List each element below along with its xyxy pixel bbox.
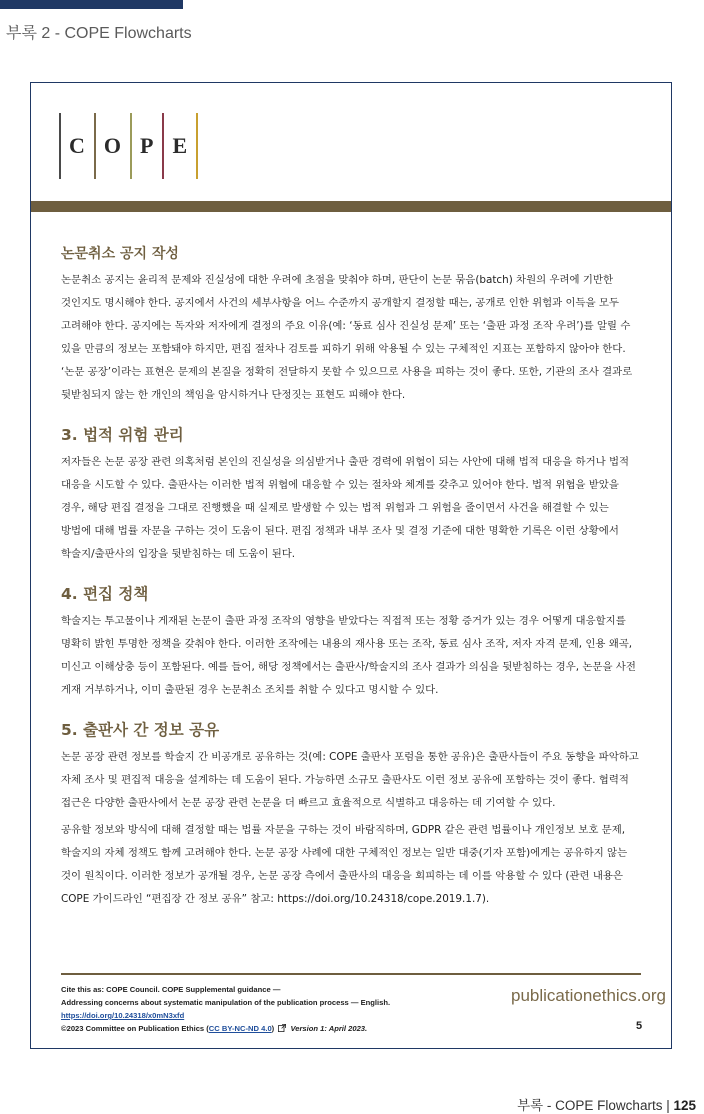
paragraph: 저자들은 논문 공장 관련 의혹처럼 본인의 진실성을 의심받거나 출판 경력에 위협이 되는 사안에 대해 법적 대응을 하거나 법적 대응을 시도할 수 있다. 출판사는 이러한 법적 위협에 대응할 수 있는 절차와 체계를 갖추고 있어야 한다. 법적 위협을 받았을 경우, 해당 편집 결정을 그대로 진행했을 때 실제로 발생할 수 있는 법적 위험과 그 위험을 줄이면서 사건을 해결할 수 있는 방법에 대해 법률 자문을 구하는 것이 도움이 된다. 편집 정책과 내부 조사 및 결정 기준에 대한 명확한 기록은 이런 상황에서 학술지/출판사의 입장을 뒷받침하는 데 도움이 된다. [61,456,630,560]
cope-logo [59,113,198,179]
main-content [61,243,641,915]
logo-bar [196,113,198,179]
header-band [31,201,671,212]
citation-line: Addressing concerns about systematic manipulation of the publication process — English. [61,998,391,1007]
section-heading-editorial-policy: 4. 편집 정책 [61,585,149,603]
publicationethics-url[interactable]: publicationethics.org [511,986,666,1005]
copyright-text: ©2023 Committee on Publication Ethics ( [61,1024,209,1033]
citation-block [61,983,461,1022]
paragraph: 논문 공장 관련 정보를 학술지 간 비공개로 공유하는 것(예: COPE 출판사 포럼을 통한 공유)은 출판사들이 주요 동향을 파악하고 자체 조사 및 편집적 대응을 설계하는 데 도움이 된다. 가능하면 소규모 출판사도 이런 정보 공유에 포함하는 것이 좋다. 협력적 접근은 다양한 출판사에서 논문 공장 관련 논문을 더 빠르고 효율적으로 식별하고 대응하는 데 기여할 수 있다. [61,751,639,809]
version-text: Version 1: April 2023. [290,1024,368,1033]
copyright-line [61,1024,367,1033]
license-link[interactable]: CC BY-NC-ND 4.0 [208,1024,272,1033]
logo-letter-e: E [172,133,189,158]
external-link-icon [278,1024,286,1032]
logo-letter-o: O [103,133,123,158]
copyright-close: ) [271,1024,275,1033]
footer-divider [61,973,641,975]
paragraph: 학술지는 투고물이나 게재된 논문이 출판 과정 조작의 영향을 받았다는 직접적 또는 정황 증거가 있는 경우 어떻게 대응할지를 명확히 밝힌 투명한 정책을 갖춰야 한다. 이러한 조작에는 내용의 재사용 또는 조작, 동료 심사 조작, 저자 자격 문제, 인용 왜곡, 미신고 이해상충 등이 포함된다. 예를 들어, 해당 정책에서는 출판사/학술지의 조사 결과가 의심을 뒷받침하는 경우, 논문을 사전 게재 거부하거나, 이미 출판된 경우 논문취소 조치를 취할 수 있다고 명시할 수 있다. [61,615,636,696]
section-heading-info-sharing: 5. 출판사 간 정보 공유 [61,721,220,739]
bottom-running-footer [517,1094,696,1114]
section-heading-retraction-notice: 논문취소 공지 작성 [61,246,179,262]
document-page [30,82,672,1049]
citation-line: Cite this as: COPE Council. COPE Supplemental guidance — [61,985,281,994]
logo-letter-p: P [140,133,155,158]
citation-doi-link[interactable]: https://doi.org/10.24318/x0mN3xfd [61,1011,185,1020]
section-heading-legal-risk: 3. 법적 위험 관리 [61,426,184,444]
logo-letter-c: C [69,133,86,158]
bottom-label-text: 부록 - COPE Flowcharts | [517,1098,674,1113]
running-header: 부록 2 - COPE Flowcharts [6,25,192,42]
inner-page-number: 5 [636,1020,643,1032]
bottom-page-number: 125 [673,1098,696,1113]
paragraph: 논문취소 공지는 윤리적 문제와 진실성에 대한 우려에 초점을 맞춰야 하며, 판단이 논문 묶음(batch) 차원의 우려에 기반한 것인지도 명시해야 한다. 공지에서 사건의 세부사항을 어느 수준까지 공개할지 결정할 때는, 공개로 인한 위험과 이득을 모두 고려해야 한다. 공지에는 독자와 저자에게 결정의 주요 이유(예: ‘동료 심사 진실성 문제’ 또는 ‘출판 과정 조작 우려’)를 알릴 수 있을 만큼의 정보는 포함돼야 하지만, 편집 절차나 검토를 피하기 위해 악용될 수 있는 구체적인 지표는 포함하지 않아야 한다. ‘논문 공장’이라는 표현은 문제의 본질을 정확히 전달하지 못할 수 있으므로 사용을 피하는 것이 좋다. 또한, 기관의 조사 결과로 뒷받침되지 않는 한 개인의 책임을 암시하거나 단정짓는 표현도 피해야 한다. [61,274,633,401]
paragraph: 공유할 정보와 방식에 대해 결정할 때는 법률 자문을 구하는 것이 바람직하며, GDPR 같은 관련 법률이나 개인정보 보호 문제, 학술지의 자체 정책도 함께 고려해야 한다. 논문 공장 사례에 대한 구체적인 정보는 일반 대중(기자 포함)에게는 공유하지 않는 것이 원칙이다. 이러한 정보가 공개될 경우, 논문 공장 측에서 출판사의 대응을 회피하는 데 이를 악용할 수 있다 (관련 내용은 COPE 가이드라인 “편집장 간 정보 공유” 참고: https://doi.org/10.24318/cope.2019.1.7). [61,824,628,905]
top-accent-bar [0,0,183,9]
